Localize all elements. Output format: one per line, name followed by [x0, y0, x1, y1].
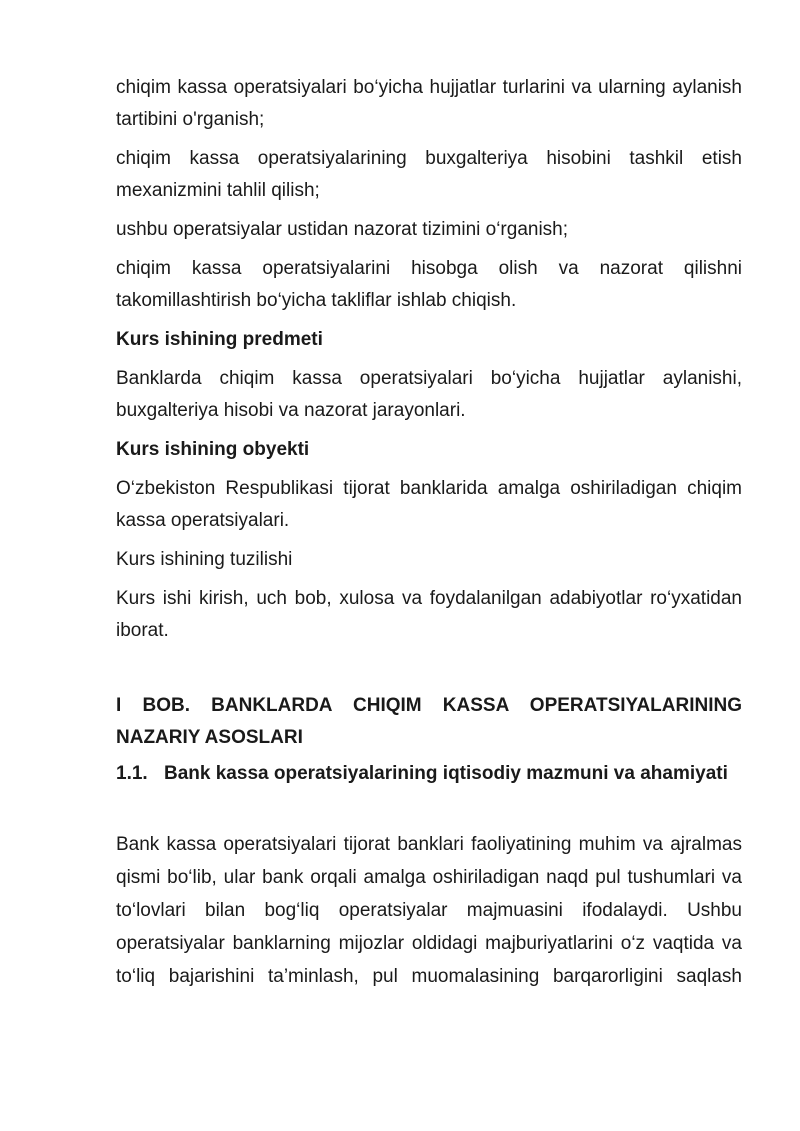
- goal-item-4: chiqim kassa operatsiyalarini hisobga olish va nazorat qilishni takomillashtirish bo‘yicha takliflar ishlab chiqish.: [116, 258, 742, 311]
- spacer: [116, 790, 742, 828]
- object-heading: Kurs ishining obyekti: [116, 439, 310, 460]
- goal-item-1: chiqim kassa operatsiyalari bo‘yicha hujjatlar turlarini va ularning aylanish tartibini o'rganish;: [116, 77, 742, 130]
- goal-item-2: chiqim kassa operatsiyalarining buxgalteriya hisobini tashkil etish mexanizmini tahlil qilish;: [116, 148, 742, 201]
- document-page: [116, 72, 742, 993]
- chapter-title: I BOB. BANKLARDA CHIQIM KASSA OPERATSIYALARINING NAZARIY ASOSLARI: [116, 695, 742, 748]
- structure-heading: Kurs ishining tuzilishi: [116, 549, 293, 570]
- section-title: Bank kassa operatsiyalarining iqtisodiy mazmuni va ahamiyati: [164, 763, 728, 784]
- spacer: [116, 654, 742, 690]
- subject-text: Banklarda chiqim kassa operatsiyalari bo‘yicha hujjatlar aylanishi, buxgalteriya hisobi va nazorat jarayonlari.: [116, 368, 742, 421]
- section-number: 1.1.: [116, 763, 148, 784]
- structure-text: Kurs ishi kirish, uch bob, xulosa va foydalanilgan adabiyotlar ro‘yxatidan iborat.: [116, 588, 742, 641]
- body-paragraph: Bank kassa operatsiyalari tijorat banklari faoliyatining muhim va ajralmas qismi bo‘lib, ular bank orqali amalga oshiriladigan naqd pul tushumlari va to‘lovlari bilan bog‘liq operatsiyalar majmuasini ifodalaydi. Ushbu operatsiyalar banklarning mijozlar oldidagi majburiyatlarini o‘z vaqtida va to‘liq bajarishini ta’minlash, pul muomalasining barqarorligini saqlash: [116, 834, 742, 987]
- subject-heading: Kurs ishining predmeti: [116, 329, 323, 350]
- object-text: O‘zbekiston Respublikasi tijorat banklarida amalga oshiriladigan chiqim kassa operatsiyalari.: [116, 478, 742, 531]
- goal-item-3: ushbu operatsiyalar ustidan nazorat tizimini o‘rganish;: [116, 219, 569, 240]
- section-heading: [116, 758, 742, 790]
